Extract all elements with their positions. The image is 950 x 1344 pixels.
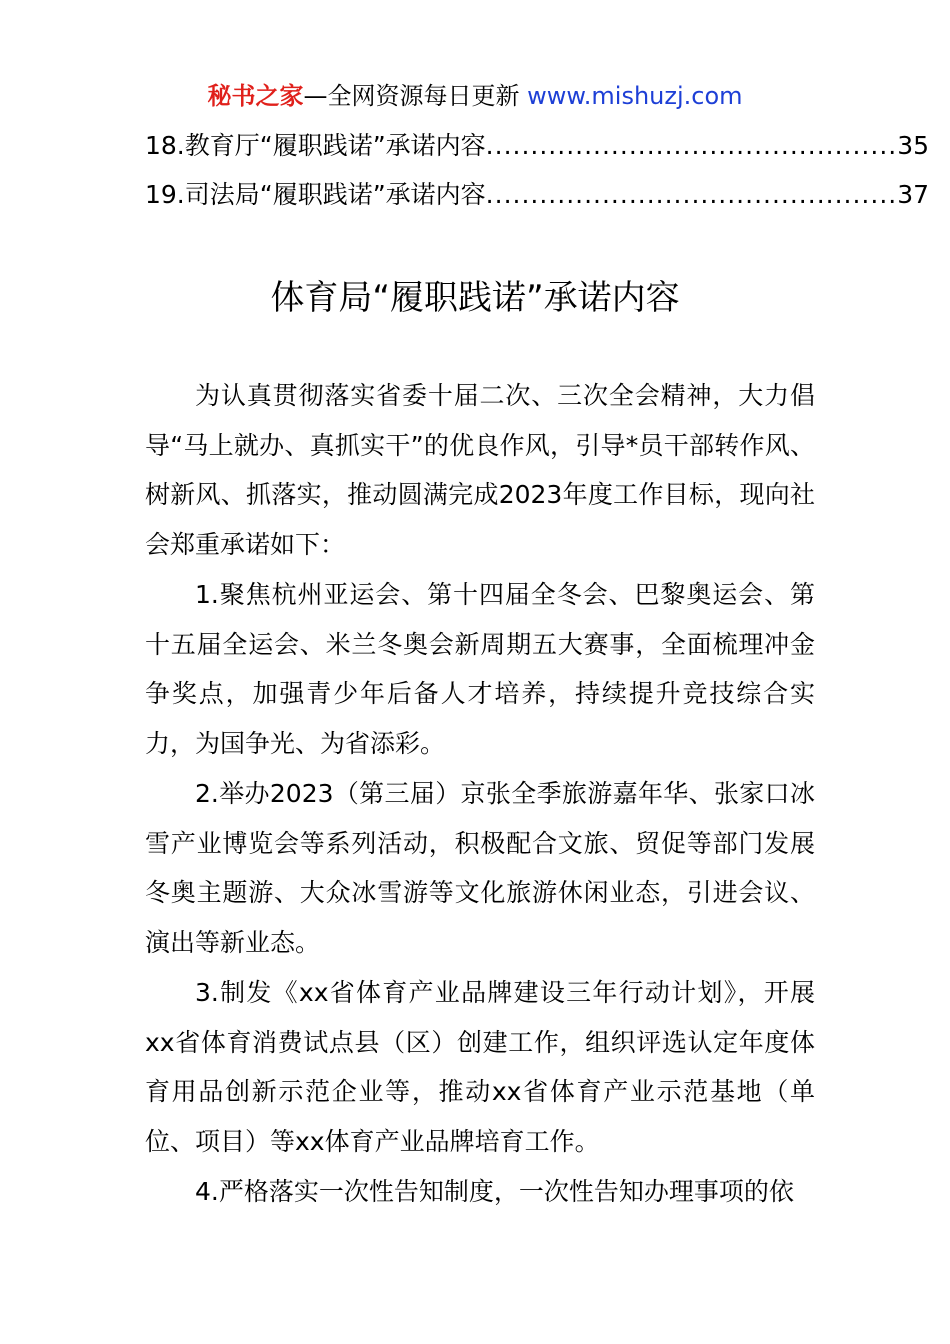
site-url-link[interactable]: www.mishuzj.com [527, 82, 743, 110]
site-brand: 秘书之家 [207, 82, 304, 110]
document-title: 体育局“履职践诺”承诺内容 [270, 278, 680, 318]
toc-entry[interactable] [145, 129, 930, 163]
toc-entry[interactable] [145, 178, 930, 212]
commitment-paragraph-2: 2.举办2023（第三届）京张全季旅游嘉年华、张家口冰雪产业博览会等系列活动，积极配合文旅、贸促等部门发展冬奥主题游、大众冰雪游等文化旅游休闲业态，引进会议、演出等新业态。 [145, 779, 815, 957]
commitment-paragraph-4: 4.严格落实一次性告知制度，一次性告知办理事项的依 [195, 1177, 794, 1206]
toc-page-number: 37 [897, 180, 930, 209]
intro-paragraph: 为认真贯彻落实省委十届二次、三次全会精神，大力倡导“马上就办、真抓实干”的优良作风，引导*员干部转作风、树新风、抓落实，推动圆满完成2023年度工作目标，现向社会郑重承诺如下： [145, 381, 815, 559]
site-tagline: —全网资源每日更新 [303, 82, 528, 110]
toc-page-number: 35 [897, 131, 930, 160]
toc-entry-label: 19.司法局“履职践诺”承诺内容 [145, 180, 486, 209]
toc-leader-dots: .............................................. [485, 180, 898, 209]
commitment-paragraph-3: 3.制发《xx省体育产业品牌建设三年行动计划》，开展xx省体育消费试点县（区）创建工作，组织评选认定年度体育用品创新示范企业等，推动xx省体育产业示范基地（单位、项目）等xx体育产业品牌培育工作。 [145, 978, 815, 1156]
toc-leader-dots: .............................................. [485, 131, 898, 160]
commitment-paragraph-1: 1.聚焦杭州亚运会、第十四届全冬会、巴黎奥运会、第十五届全运会、米兰冬奥会新周期五大赛事，全面梳理冲金争奖点，加强青少年后备人才培养，持续提升竞技综合实力，为国争光、为省添彩。 [145, 580, 815, 758]
site-header [0, 80, 950, 112]
toc-entry-label: 18.教育厅“履职践诺”承诺内容 [145, 131, 486, 160]
